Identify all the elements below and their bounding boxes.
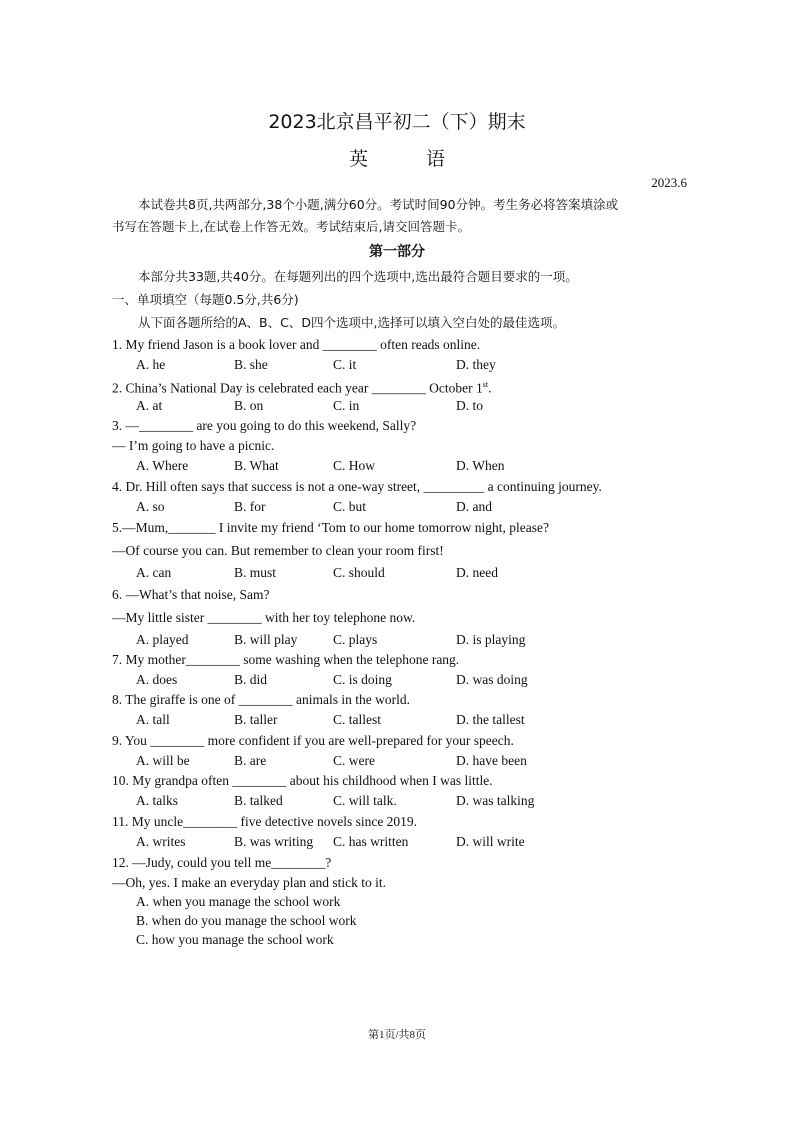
option-d: D. was talking bbox=[456, 793, 535, 808]
question-2-tail: . bbox=[488, 380, 492, 396]
option-d: D. and bbox=[456, 499, 492, 514]
question-1: 1. My friend Jason is a book lover and ________ often reads online. bbox=[112, 337, 481, 352]
option-d: D. to bbox=[456, 398, 483, 413]
part-heading: 第一部分 bbox=[369, 244, 425, 260]
question-3: 3. —________ are you going to do this weekend, Sally? bbox=[112, 418, 417, 433]
option-c: C. were bbox=[333, 753, 375, 768]
option-d: D. will write bbox=[456, 834, 525, 849]
question-6: 6. —What’s that noise, Sam? bbox=[112, 587, 270, 602]
intro-line-2: 书写在答题卡上,在试卷上作答无效。考试结束后,请交回答题卡。 bbox=[112, 219, 470, 234]
question-10: 10. My grandpa often ________ about his childhood when I was little. bbox=[112, 773, 493, 788]
question-12: 12. —Judy, could you tell me________? bbox=[112, 855, 332, 870]
question-9: 9. You ________ more confident if you are well-prepared for your speech. bbox=[112, 733, 514, 748]
question-7: 7. My mother________ some washing when the telephone rang. bbox=[112, 652, 460, 667]
question-3-response: — I’m going to have a picnic. bbox=[112, 438, 275, 453]
option-c: C. in bbox=[333, 398, 360, 413]
option-b: B. will play bbox=[234, 632, 298, 647]
option-d: D. was doing bbox=[456, 672, 528, 687]
option-a: A. tall bbox=[136, 712, 170, 727]
question-8: 8. The giraffe is one of ________ animals in the world. bbox=[112, 692, 410, 707]
option-b: B. taller bbox=[234, 712, 278, 727]
option-d: D. the tallest bbox=[456, 712, 525, 727]
section-title: 一、单项填空（每题0.5分,共6分) bbox=[112, 292, 299, 307]
question-5: 5.—Mum,_______ I invite my friend ‘Tom to our home tomorrow night, please? bbox=[112, 520, 549, 535]
option-d: D. have been bbox=[456, 753, 527, 768]
option-c: C. has written bbox=[333, 834, 409, 849]
option-a: A. will be bbox=[136, 753, 190, 768]
option-c: C. tallest bbox=[333, 712, 381, 727]
option-a: A. talks bbox=[136, 793, 178, 808]
question-5-response: —Of course you can. But remember to clean your room first! bbox=[112, 543, 444, 558]
option-c: C. how you manage the school work bbox=[136, 932, 334, 947]
option-c: C. but bbox=[333, 499, 367, 514]
part-description: 本部分共33题,共40分。在每题列出的四个选项中,选出最符合题目要求的一项。 bbox=[138, 269, 578, 284]
option-b: B. she bbox=[234, 357, 268, 372]
option-b: B. talked bbox=[234, 793, 283, 808]
exam-date: 2023.6 bbox=[651, 175, 687, 190]
option-c: C. it bbox=[333, 357, 357, 372]
page-footer: 第1页/共8页 bbox=[367, 1029, 427, 1041]
option-d: D. When bbox=[456, 458, 505, 473]
question-12-response: —Oh, yes. I make an everyday plan and stick to it. bbox=[112, 875, 387, 890]
option-b: B. What bbox=[234, 458, 279, 473]
option-a: A. at bbox=[136, 398, 163, 413]
section-instructions: 从下面各题所给的A、B、C、D四个选项中,选择可以填入空白处的最佳选项。 bbox=[138, 315, 565, 330]
option-b: B. must bbox=[234, 565, 277, 580]
option-b: B. for bbox=[234, 499, 266, 514]
superscript: st bbox=[482, 380, 489, 389]
option-d: D. is playing bbox=[456, 632, 526, 647]
option-c: C. How bbox=[333, 458, 376, 473]
option-b: B. are bbox=[234, 753, 267, 768]
subject-title: 英 语 bbox=[348, 148, 472, 170]
option-a: A. so bbox=[136, 499, 165, 514]
option-a: A. he bbox=[136, 357, 166, 372]
question-4: 4. Dr. Hill often says that success is not a one-way street, _________ a continuing journey. bbox=[112, 479, 602, 494]
option-b: B. did bbox=[234, 672, 268, 687]
option-a: A. when you manage the school work bbox=[136, 894, 341, 909]
option-a: A. played bbox=[136, 632, 189, 647]
intro-line-1: 本试卷共8页,共两部分,38个小题,满分60分。考试时间90分钟。考生务必将答案填涂或 bbox=[138, 197, 619, 212]
option-c: C. plays bbox=[333, 632, 378, 647]
question-11: 11. My uncle________ five detective novels since 2019. bbox=[112, 814, 418, 829]
option-d: D. need bbox=[456, 565, 498, 580]
option-b: B. was writing bbox=[234, 834, 314, 849]
option-c: C. should bbox=[333, 565, 385, 580]
option-b: B. when do you manage the school work bbox=[136, 913, 357, 928]
option-d: D. they bbox=[456, 357, 496, 372]
question-2-text: 2. China’s National Day is celebrated each year ________ October 1 bbox=[112, 380, 483, 396]
question-6-response: —My little sister ________ with her toy telephone now. bbox=[112, 610, 416, 625]
option-c: C. is doing bbox=[333, 672, 392, 687]
option-c: C. will talk. bbox=[333, 793, 397, 808]
exam-title: 2023北京昌平初二（下）期末 bbox=[268, 111, 526, 133]
option-a: A. does bbox=[136, 672, 178, 687]
option-a: A. Where bbox=[136, 458, 189, 473]
option-a: A. writes bbox=[136, 834, 186, 849]
question-2 bbox=[112, 376, 491, 398]
option-b: B. on bbox=[234, 398, 264, 413]
option-a: A. can bbox=[136, 565, 172, 580]
